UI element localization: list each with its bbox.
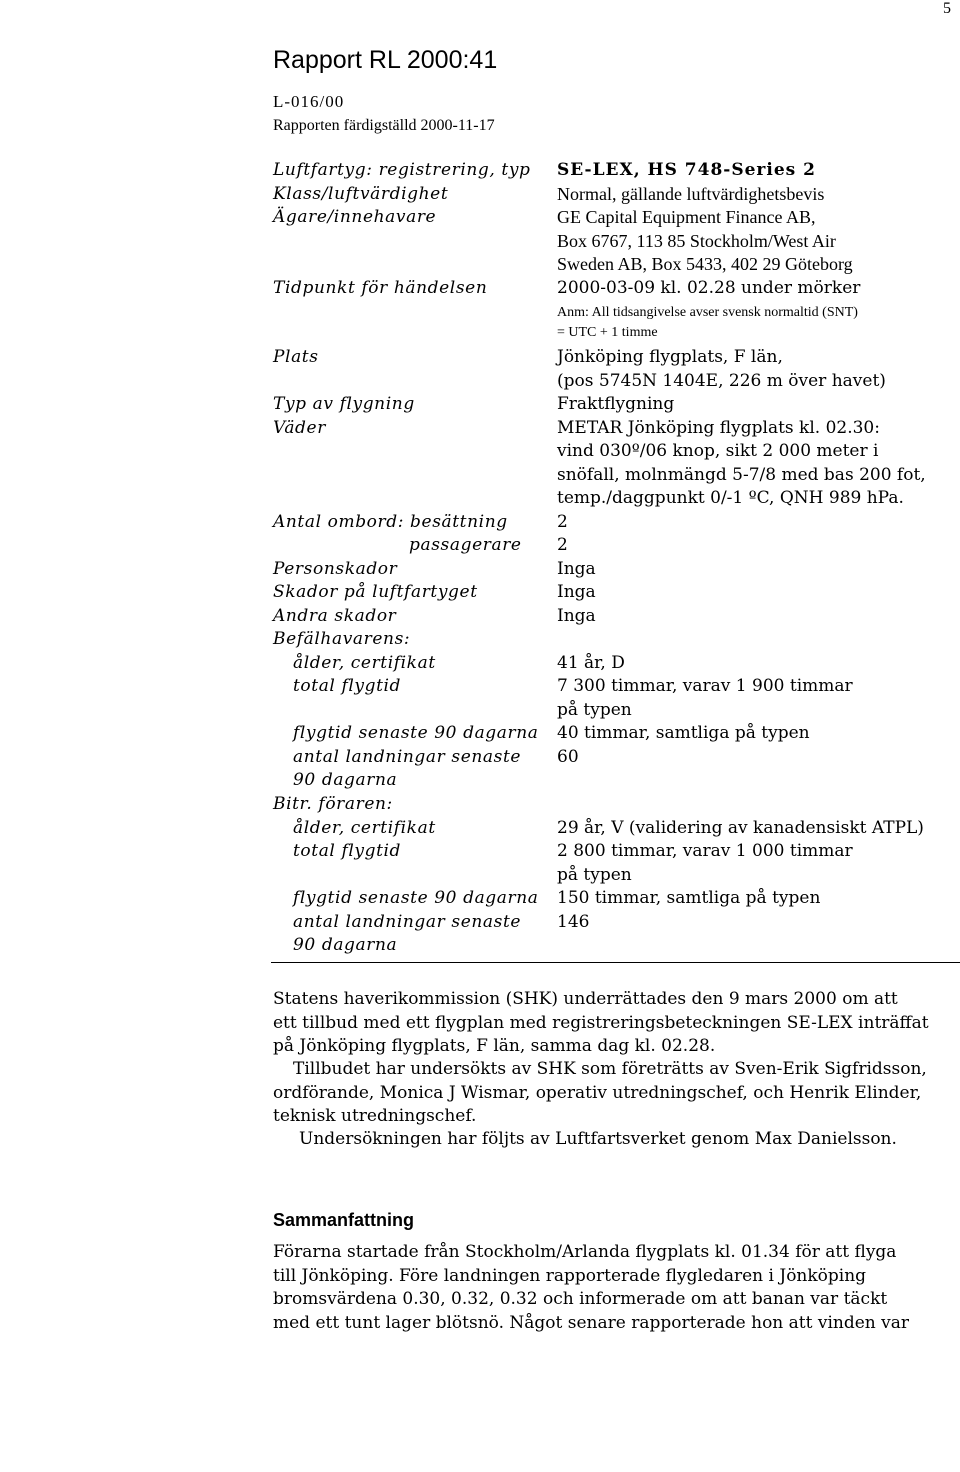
fact-label: Antal ombord: besättning bbox=[273, 511, 508, 532]
fact-value: Inga bbox=[557, 582, 596, 602]
fact-value: 2 bbox=[557, 511, 568, 532]
paragraph-line: ordförande, Monica J Wismar, operativ utredningschef, och Henrik Elinder, bbox=[273, 1082, 922, 1103]
paragraph-line: teknisk utredningschef. bbox=[273, 1106, 477, 1127]
fact-row-passengers bbox=[273, 535, 959, 559]
report-id: L-016/00 bbox=[273, 92, 345, 111]
page-number: 5 bbox=[943, 0, 951, 17]
fact-label: Bitr. föraren: bbox=[273, 793, 393, 814]
fact-value: (pos 5745N 1404E, 226 m över havet) bbox=[557, 370, 886, 391]
fact-label: total flygtid bbox=[293, 841, 402, 861]
fact-row-copilot-heading bbox=[273, 794, 959, 818]
fact-value: 2000-03-09 kl. 02.28 under mörker bbox=[557, 277, 861, 298]
fact-label: flygtid senaste 90 dagarna bbox=[293, 888, 539, 908]
paragraph-line: bromsvärdena 0.30, 0.32, 0.32 och informerade om att banan var täckt bbox=[273, 1289, 888, 1310]
fact-value: på typen bbox=[557, 699, 632, 720]
report-date: Rapporten färdigställd 2000-11-17 bbox=[273, 117, 495, 134]
fact-row-time-note bbox=[273, 301, 959, 321]
fact-row-place bbox=[273, 347, 959, 371]
fact-value: 40 timmar, samtliga på typen bbox=[557, 723, 810, 743]
fact-label: 90 dagarna bbox=[293, 935, 398, 955]
fact-row-captain-total bbox=[273, 676, 959, 700]
fact-value: 2 800 timmar, varav 1 000 timmar bbox=[557, 841, 853, 861]
fact-value: 60 bbox=[557, 746, 579, 767]
fact-row-copilot-landings-cont bbox=[273, 935, 959, 959]
fact-label: ålder, certifikat bbox=[293, 652, 436, 673]
fact-label: Ägare/innehavare bbox=[273, 207, 437, 227]
fact-row-copilot-recent bbox=[273, 888, 959, 912]
fact-value: 146 bbox=[557, 911, 590, 932]
fact-value: Inga bbox=[557, 558, 596, 579]
summary-paragraph bbox=[273, 1241, 953, 1335]
fact-row-weather-cont bbox=[273, 465, 959, 489]
fact-value: 150 timmar, samtliga på typen bbox=[557, 888, 821, 908]
intro-paragraph-3 bbox=[273, 1128, 953, 1152]
fact-value: METAR Jönköping flygplats kl. 02.30: bbox=[557, 417, 880, 438]
fact-row-captain-total-cont bbox=[273, 700, 959, 724]
fact-label: antal landningar senaste bbox=[293, 911, 522, 932]
fact-value: på typen bbox=[557, 864, 632, 885]
fact-row-captain-age bbox=[273, 653, 959, 677]
fact-row-owner bbox=[273, 207, 959, 231]
fact-note: = UTC + 1 timme bbox=[557, 325, 658, 340]
fact-value: GE Capital Equipment Finance AB, bbox=[557, 207, 816, 227]
fact-label: Typ av flygning bbox=[273, 394, 415, 414]
fact-value: 2 bbox=[557, 535, 568, 555]
paragraph-line: på Jönköping flygplats, F län, samma dag kl. 02.28. bbox=[273, 1036, 716, 1057]
fact-label: Andra skador bbox=[273, 605, 397, 626]
fact-label: antal landningar senaste bbox=[293, 746, 522, 767]
fact-row-copilot-total bbox=[273, 841, 959, 865]
fact-value: Sweden AB, Box 5433, 402 29 Göteborg bbox=[557, 254, 853, 274]
fact-label: passagerare bbox=[409, 535, 522, 555]
intro-paragraph-1 bbox=[273, 988, 953, 1059]
paragraph-line: Tillbudet har undersökts av SHK som företrätts av Sven-Erik Sigfridsson, bbox=[293, 1059, 927, 1079]
fact-row-captain-landings bbox=[273, 747, 959, 771]
fact-label: flygtid senaste 90 dagarna bbox=[293, 723, 539, 743]
fact-value: snöfall, molnmängd 5-7/8 med bas 200 fot, bbox=[557, 464, 926, 485]
fact-row-copilot-total-cont bbox=[273, 865, 959, 889]
paragraph-line: Förarna startade från Stockholm/Arlanda flygplats kl. 01.34 för att flyga bbox=[273, 1242, 897, 1262]
fact-label: Skador på luftfartyget bbox=[273, 582, 478, 602]
fact-value: Box 6767, 113 85 Stockholm/West Air bbox=[557, 230, 836, 251]
fact-label: ålder, certifikat bbox=[293, 817, 436, 838]
fact-row-captain-landings-cont bbox=[273, 770, 959, 794]
paragraph-line: Undersökningen har följts av Luftfartsverket genom Max Danielsson. bbox=[299, 1129, 897, 1149]
summary-heading: Sammanfattning bbox=[273, 1210, 415, 1230]
fact-row-flight-type bbox=[273, 394, 959, 418]
fact-value: Normal, gällande luftvärdighetsbevis bbox=[557, 183, 825, 204]
fact-value: 7 300 timmar, varav 1 900 timmar bbox=[557, 676, 853, 696]
facts-table bbox=[273, 160, 959, 959]
fact-value: Fraktflygning bbox=[557, 394, 675, 414]
section-divider bbox=[271, 962, 960, 963]
fact-label: Plats bbox=[273, 347, 319, 367]
fact-label: 90 dagarna bbox=[293, 770, 398, 790]
fact-label: total flygtid bbox=[293, 676, 402, 696]
fact-row-copilot-landings bbox=[273, 912, 959, 936]
fact-row-aircraft-damage bbox=[273, 582, 959, 606]
paragraph-line: ett tillbud med ett flygplan med registreringsbeteckningen SE-LEX inträffat bbox=[273, 1012, 929, 1033]
fact-value: 41 år, D bbox=[557, 652, 625, 673]
paragraph-line: med ett tunt lager blötsnö. Något senare rapporterade hon att vinden var bbox=[273, 1312, 910, 1333]
fact-note: Anm: All tidsangivelse avser svensk normaltid (SNT) bbox=[557, 305, 858, 320]
fact-row-captain-recent bbox=[273, 723, 959, 747]
fact-value: vind 030º/06 knop, sikt 2 000 meter i bbox=[557, 441, 879, 461]
fact-label: Väder bbox=[273, 417, 326, 438]
paragraph-line: till Jönköping. Före landningen rapporterade flygledaren i Jönköping bbox=[273, 1265, 867, 1286]
fact-row-aircraft bbox=[273, 160, 959, 184]
paragraph-line: Statens haverikommission (SHK) underrättades den 9 mars 2000 om att bbox=[273, 989, 898, 1009]
fact-row-weather-cont bbox=[273, 441, 959, 465]
fact-label: Klass/luftvärdighet bbox=[273, 183, 449, 204]
fact-row-captain-heading bbox=[273, 629, 959, 653]
fact-value: temp./daggpunkt 0/-1 ºC, QNH 989 hPa. bbox=[557, 488, 904, 508]
fact-row-owner-cont bbox=[273, 231, 959, 255]
fact-row-copilot-age bbox=[273, 818, 959, 842]
fact-label: Befälhavarens: bbox=[273, 629, 411, 649]
fact-row-owner-cont bbox=[273, 254, 959, 278]
fact-value: 29 år, V (validering av kanadensiskt ATPL) bbox=[557, 817, 924, 838]
fact-row-injuries bbox=[273, 559, 959, 583]
fact-row-weather-cont bbox=[273, 488, 959, 512]
fact-row-time-note bbox=[273, 321, 959, 347]
fact-row-other-damage bbox=[273, 606, 959, 630]
fact-value: Jönköping flygplats, F län, bbox=[557, 347, 783, 367]
intro-paragraph-2 bbox=[273, 1058, 953, 1129]
fact-value: Inga bbox=[557, 605, 596, 626]
fact-label: Tidpunkt för händelsen bbox=[273, 277, 488, 298]
fact-label: Luftfartyg: registrering, typ bbox=[273, 160, 531, 180]
fact-label: Personskador bbox=[273, 558, 398, 579]
fact-row-class bbox=[273, 184, 959, 208]
fact-row-place-cont bbox=[273, 371, 959, 395]
fact-value: SE-LEX, HS 748-Series 2 bbox=[557, 160, 816, 180]
fact-row-crew bbox=[273, 512, 959, 536]
fact-row-time bbox=[273, 278, 959, 302]
report-title: Rapport RL 2000:41 bbox=[273, 46, 498, 74]
fact-row-weather bbox=[273, 418, 959, 442]
